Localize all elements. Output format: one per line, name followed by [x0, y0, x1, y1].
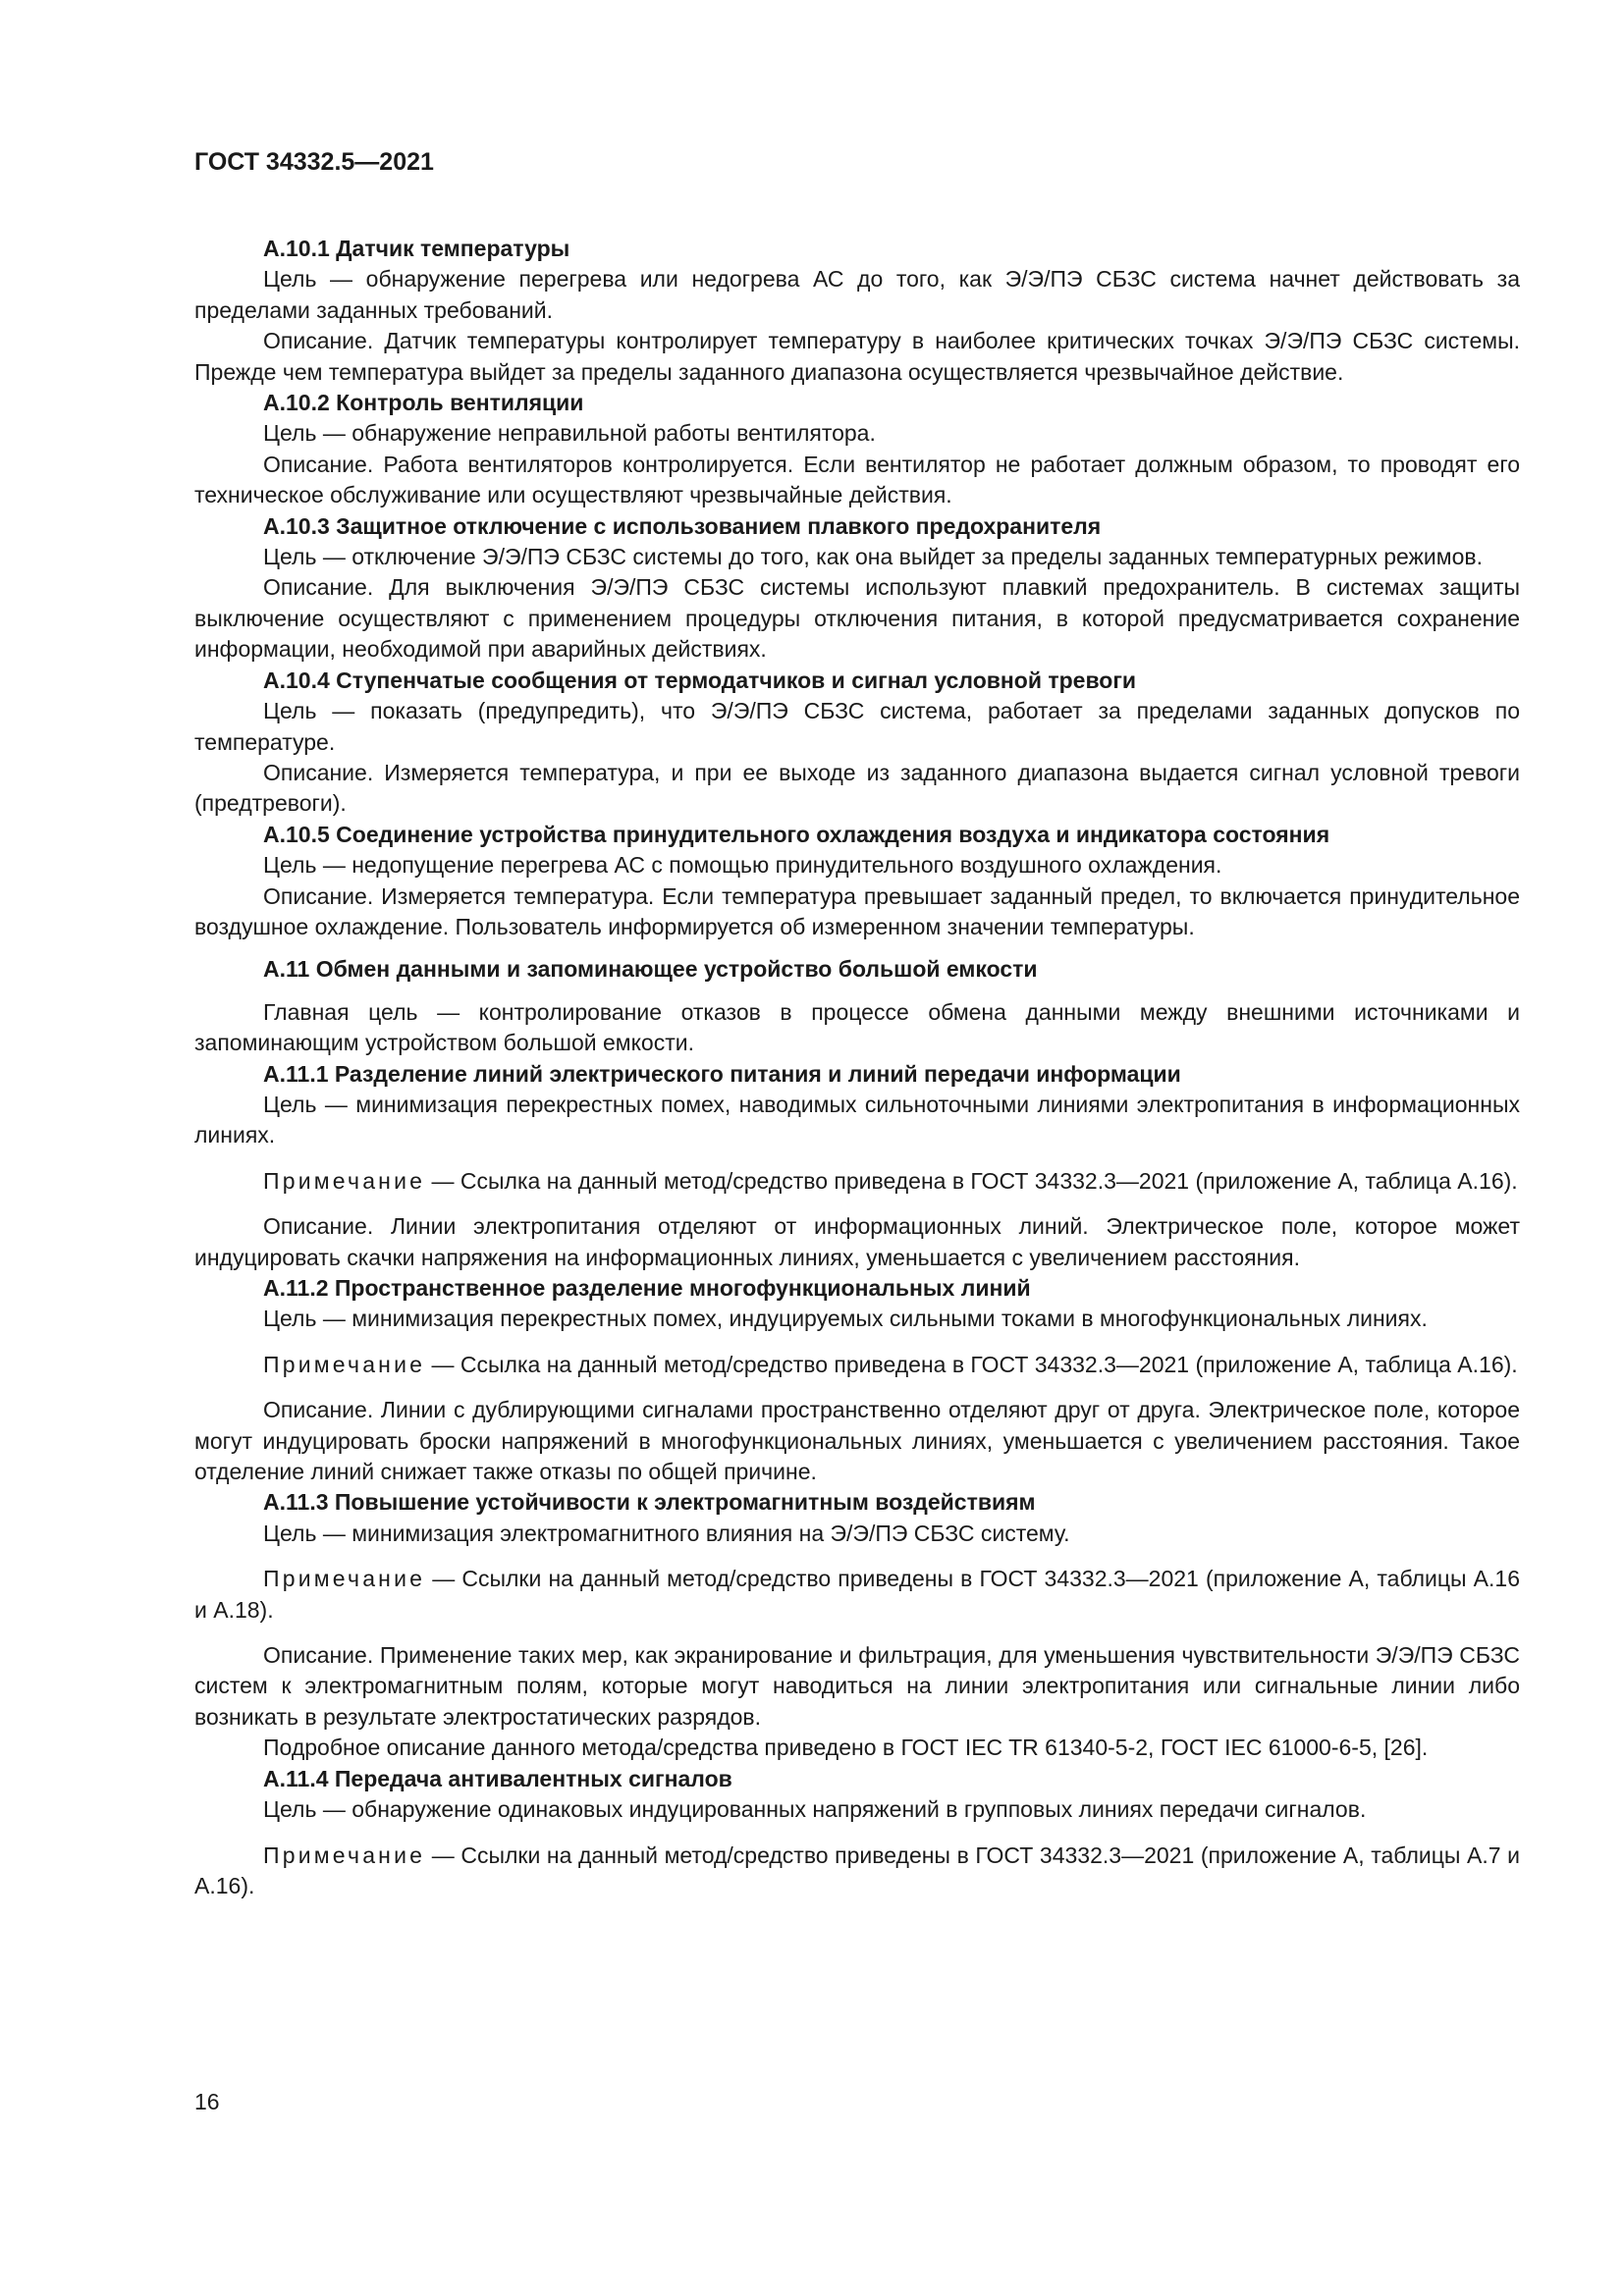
body-paragraph: Описание. Датчик температуры контролирует температуру в наиболее критических точках Э/Э/ПЭ СБЗС системы. Прежде чем температура выйдет за пределы заданного диапазона осуществляется чрезвычайное действие. — [194, 328, 1520, 385]
body-paragraph: Цель — минимизация перекрестных помех, наводимых сильноточными линиями электропитания в информационных линиях. — [194, 1091, 1520, 1148]
note-text: — Ссылки на данный метод/средство приведены в ГОСТ 34332.3—2021 (приложение А, таблицы А.7 и А.16). — [194, 1842, 1520, 1898]
body-paragraph: Описание. Линии электропитания отделяют от информационных линий. Электрическое поле, которое может индуцировать скачки напряжения на информационных линиях, уменьшается с увеличением расстояния. — [194, 1213, 1520, 1270]
body-paragraph: Цель — минимизация электромагнитного влияния на Э/Э/ПЭ СБЗС систему. — [263, 1520, 1070, 1546]
body-paragraph: Главная цель — контролирование отказов в процессе обмена данными между внешними источниками и запоминающим устройством большой емкости. — [194, 998, 1520, 1056]
section-heading: А.10.2 Контроль вентиляции — [263, 390, 584, 416]
section-heading: А.11.3 Повышение устойчивости к электромагнитным воздействиям — [263, 1489, 1036, 1516]
body-paragraph: Описание. Работа вентиляторов контролируется. Если вентилятор не работает должным образом, то проводят его техническое обслуживание или осуществляют чрезвычайные действия. — [194, 451, 1520, 508]
note-paragraph — [194, 1564, 1520, 1626]
section-heading: А.10.4 Ступенчатые сообщения от термодатчиков и сигнал условной тревоги — [263, 667, 1137, 693]
page-number: 16 — [194, 2089, 220, 2114]
clause-heading: А.11 Обмен данными и запоминающее устройство большой емкости — [263, 956, 1038, 983]
note-paragraph — [194, 1350, 1520, 1380]
body-paragraph: Цель — недопущение перегрева АС с помощью принудительного воздушного охлаждения. — [263, 852, 1222, 879]
body-paragraph: Подробное описание данного метода/средства приведено в ГОСТ IEC TR 61340-5-2, ГОСТ IEC 61000-6-5, [26]. — [263, 1735, 1429, 1761]
body-paragraph: Описание. Измеряется температура. Если температура превышает заданный предел, то включается принудительное воздушное охлаждение. Пользователь информируется об измеренном значении температуры. — [194, 882, 1520, 939]
document-header: ГОСТ 34332.5—2021 — [194, 148, 434, 176]
document-body — [194, 234, 1520, 1901]
document-page — [194, 147, 1520, 1916]
section-heading: А.10.5 Соединение устройства принудительного охлаждения воздуха и индикатора состояния — [263, 821, 1330, 847]
section-heading: А.10.3 Защитное отключение с использованием плавкого предохранителя — [263, 512, 1102, 539]
note-text: — Ссылка на данный метод/средство приведена в ГОСТ 34332.3—2021 (приложение А, таблица А.16). — [425, 1351, 1518, 1377]
body-paragraph: Описание. Для выключения Э/Э/ПЭ СБЗС системы используют плавкий предохранитель. В системах защиты выключение осуществляют с применением процедуры отключения питания, в которой предусматривается сохранение информации, необходимой при аварийных действиях. — [194, 574, 1520, 663]
note-label: Примечание — [263, 1351, 426, 1377]
note-label: Примечание — [263, 1167, 426, 1194]
note-text: — Ссылка на данный метод/средство приведена в ГОСТ 34332.3—2021 (приложение А, таблица А.16). — [425, 1167, 1518, 1194]
body-paragraph: Цель — отключение Э/Э/ПЭ СБЗС системы до того, как она выйдет за пределы заданных температурных режимов. — [263, 544, 1483, 570]
body-paragraph: Цель — обнаружение одинаковых индуцированных напряжений в групповых линиях передачи сигналов. — [263, 1796, 1367, 1823]
body-paragraph: Цель — обнаружение неправильной работы вентилятора. — [263, 420, 876, 447]
body-paragraph: Описание. Применение таких мер, как экранирование и фильтрация, для уменьшения чувствительности Э/Э/ПЭ СБЗС систем к электромагнитным полям, которые могут наводиться на линии электропитания или сигнальные линии либо возникать в результате электростатических разрядов. — [194, 1642, 1520, 1730]
section-heading: А.11.4 Передача антивалентных сигналов — [263, 1765, 732, 1791]
note-label: Примечание — [263, 1842, 426, 1868]
note-text: — Ссылки на данный метод/средство приведены в ГОСТ 34332.3—2021 (приложение А, таблицы А.16 и А.18). — [194, 1566, 1520, 1623]
body-paragraph: Цель — минимизация перекрестных помех, индуцируемых сильными токами в многофункциональных линиях. — [263, 1306, 1428, 1332]
note-paragraph — [194, 1166, 1520, 1197]
section-heading: А.11.2 Пространственное разделение многофункциональных линий — [263, 1275, 1031, 1301]
note-label: Примечание — [263, 1566, 426, 1592]
body-paragraph: Цель — обнаружение перегрева или недогрева АС до того, как Э/Э/ПЭ СБЗС система начнет действовать за пределами заданных требований. — [194, 266, 1520, 323]
section-heading: А.10.1 Датчик температуры — [263, 236, 570, 261]
body-paragraph: Описание. Линии с дублирующими сигналами пространственно отделяют друг от друга. Электрическое поле, которое могут индуцировать броски напряжений в многофункциональных линиях, уменьшается с увеличением расстояния. Такое отделение линий снижает также отказы по общей причине. — [194, 1397, 1520, 1485]
section-heading: А.11.1 Разделение линий электрического питания и линий передачи информации — [263, 1060, 1181, 1087]
note-paragraph — [194, 1841, 1520, 1902]
body-paragraph: Описание. Измеряется температура, и при ее выходе из заданного диапазона выдается сигнал условной тревоги (предтревоги). — [194, 759, 1520, 817]
body-paragraph: Цель — показать (предупредить), что Э/Э/ПЭ СБЗС система, работает за пределами заданных допусков по температуре. — [194, 698, 1520, 755]
